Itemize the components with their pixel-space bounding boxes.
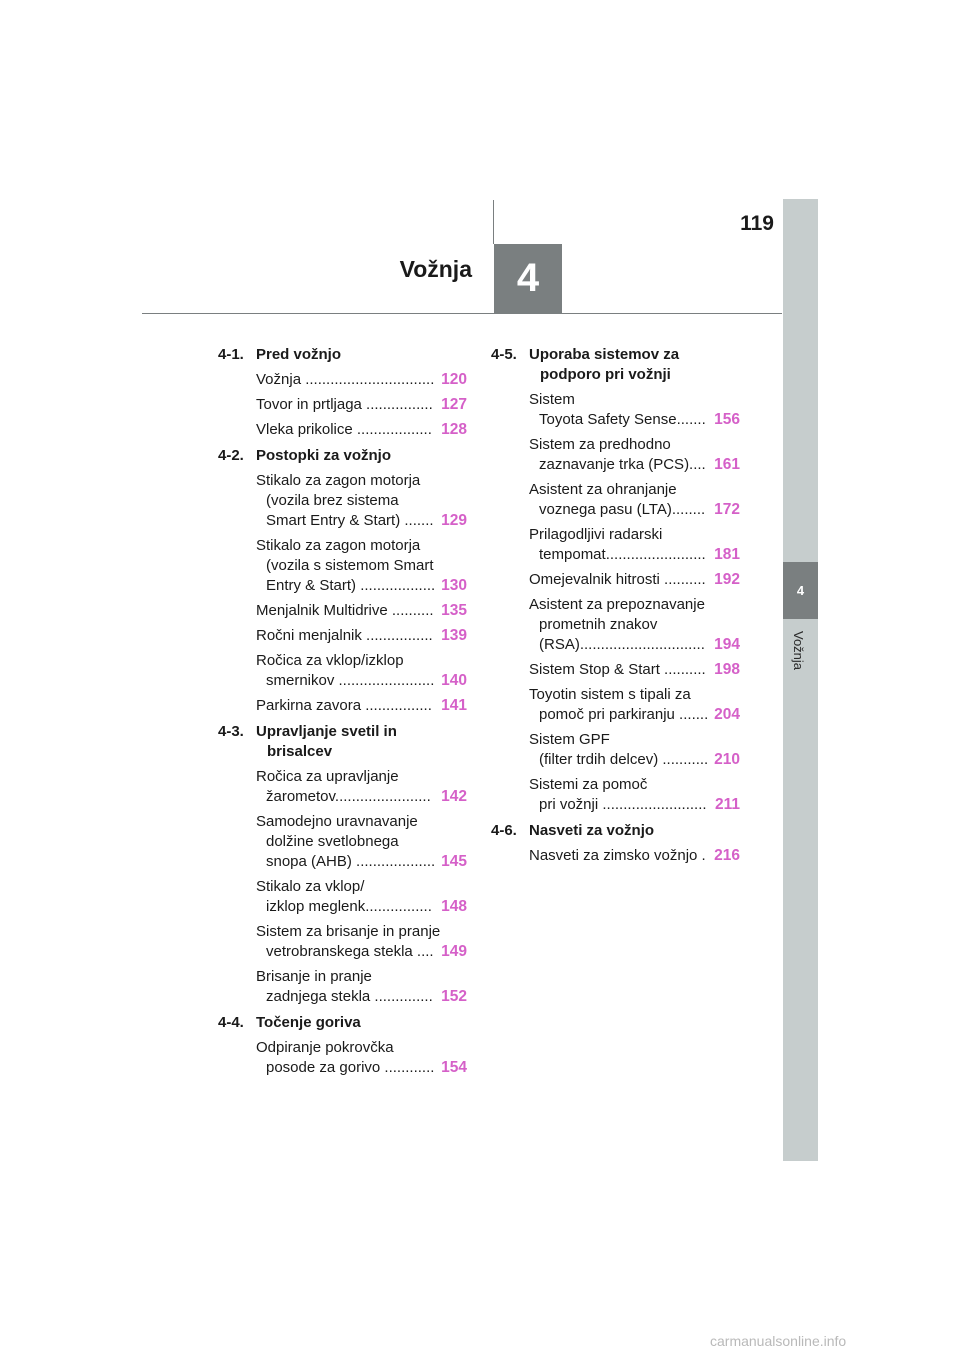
toc-entry[interactable] [529, 435, 740, 475]
toc-entry-text: Ročica za vklop/izklop smernikov ....................... [256, 652, 435, 689]
toc-entry-page-link[interactable]: 192 [714, 571, 740, 588]
toc-entry-text: Parkirna zavora ................ [256, 697, 432, 714]
toc-entry[interactable] [529, 525, 740, 565]
toc-entry-text: Vleka prikolice .................. [256, 421, 432, 438]
toc-section-heading [218, 1013, 467, 1038]
toc-entry[interactable] [256, 1038, 467, 1078]
toc-entry[interactable] [529, 846, 740, 866]
toc-entry-page-link[interactable]: 154 [441, 1059, 467, 1076]
toc-entry[interactable] [256, 601, 467, 621]
toc-entry[interactable] [256, 922, 467, 962]
toc-section [491, 345, 740, 815]
toc-entry-text: Odpiranje pokrovčka posode za gorivo ............ [256, 1039, 435, 1076]
toc-entry-page-link[interactable]: 128 [441, 421, 467, 438]
toc-entry-text: Nasveti za zimsko vožnjo . [529, 847, 706, 864]
toc-entry-page-link[interactable]: 135 [441, 602, 467, 619]
toc-entry[interactable] [529, 390, 740, 430]
header-vertical-rule [493, 200, 494, 244]
toc-entry-text: Tovor in prtljaga ................ [256, 396, 433, 413]
toc-section [218, 446, 467, 716]
toc-entry-page-link[interactable]: 142 [441, 788, 467, 805]
toc-entry-page-link[interactable]: 139 [441, 627, 467, 644]
toc-entry-text: Omejevalnik hitrosti .......... [529, 571, 706, 588]
toc-entry[interactable] [256, 471, 467, 531]
toc-section-heading [218, 345, 467, 370]
toc-entry[interactable] [256, 370, 467, 390]
toc-entry-page-link[interactable]: 145 [441, 853, 467, 870]
toc-section-heading [491, 821, 740, 846]
toc-section-number: 4-6. [491, 822, 517, 839]
toc-entry-text: Sistem Toyota Safety Sense....... [529, 391, 706, 428]
toc-entry-page-link[interactable]: 149 [441, 943, 467, 960]
toc-entry-text: Stikalo za vklop/ izklop meglenk................ [256, 878, 432, 915]
toc-entry[interactable] [256, 651, 467, 691]
toc-entry-page-link[interactable]: 140 [441, 672, 467, 689]
toc-section [491, 821, 740, 866]
toc-entry-page-link[interactable]: 210 [714, 751, 740, 768]
toc-entry-text: Ročica za upravljanje žarometov....................... [256, 768, 431, 805]
toc-entry-text: Samodejno uravnavanje dolžine svetlobnega snopa (AHB) ................... [256, 813, 436, 870]
toc-section-title: Postopki za vožnjo [256, 447, 392, 464]
toc-entry[interactable] [256, 696, 467, 716]
toc-section-title: Upravljanje svetil in brisalcev [256, 723, 397, 760]
toc-entry-text: Sistem Stop & Start .......... [529, 661, 706, 678]
toc-entry[interactable] [256, 536, 467, 596]
toc-entry[interactable] [529, 660, 740, 680]
toc-entry-text: Ročni menjalnik ................ [256, 627, 433, 644]
toc-column-left [218, 345, 467, 1084]
toc-entry[interactable] [256, 420, 467, 440]
toc-entry-page-link[interactable]: 211 [714, 796, 740, 813]
toc-entry-text: Asistent za prepoznavanje prometnih znakov (RSA).............................. [529, 596, 705, 653]
toc-entry-text: Brisanje in pranje zadnjega stekla .............. [256, 968, 433, 1005]
toc-entry[interactable] [256, 626, 467, 646]
toc-section-heading [491, 345, 740, 390]
toc-entry[interactable] [529, 685, 740, 725]
toc-entry[interactable] [529, 570, 740, 590]
toc-section-number: 4-5. [491, 346, 517, 363]
toc-section-title: Točenje goriva [256, 1014, 361, 1031]
toc-section-number: 4-4. [218, 1014, 244, 1031]
toc-entry-page-link[interactable]: 181 [714, 546, 740, 563]
toc-entry-page-link[interactable]: 156 [714, 411, 740, 428]
toc-entry[interactable] [256, 767, 467, 807]
toc-entry-page-link[interactable]: 172 [714, 501, 740, 518]
toc-entry[interactable] [256, 395, 467, 415]
chapter-title: Vožnja [399, 256, 472, 282]
header-horizontal-rule [142, 313, 782, 314]
toc-section-title: Pred vožnjo [256, 346, 342, 363]
toc-entry-page-link[interactable]: 148 [441, 898, 467, 915]
toc-entry-page-link[interactable]: 204 [714, 706, 740, 723]
toc-entry-page-link[interactable]: 129 [441, 512, 467, 529]
side-tab-number: 4 [783, 562, 818, 619]
toc-section-title: Uporaba sistemov za podporo pri vožnji [529, 346, 680, 383]
page-number: 119 [740, 212, 774, 235]
toc-entry[interactable] [256, 877, 467, 917]
toc-entry-text: Menjalnik Multidrive .......... [256, 602, 434, 619]
toc-column-right [491, 345, 740, 872]
toc-section [218, 1013, 467, 1078]
toc-section-title: Nasveti za vožnjo [529, 822, 655, 839]
toc-entry-page-link[interactable]: 198 [714, 661, 740, 678]
toc-entry-text: Toyotin sistem s tipali za pomoč pri parkiranju ....... [529, 686, 709, 723]
toc-entry-page-link[interactable]: 216 [714, 847, 740, 864]
toc-entry-text: Sistem za brisanje in pranje vetrobranskega stekla .... [256, 923, 441, 960]
toc-section-number: 4-2. [218, 447, 244, 464]
toc-entry-text: Stikalo za zagon motorja (vozila s sistemom Smart Entry & Start) .................. [256, 537, 436, 594]
toc-entry-text: Vožnja ............................... [256, 371, 435, 388]
toc-entry-page-link[interactable]: 120 [441, 371, 467, 388]
side-tab-label-text: Vožnja [791, 631, 806, 671]
toc-entry[interactable] [529, 730, 740, 770]
toc-entry[interactable] [529, 480, 740, 520]
toc-entry-page-link[interactable]: 127 [441, 396, 467, 413]
toc-entry-text: Prilagodljivi radarski tempomat........................ [529, 526, 706, 563]
toc-entry-page-link[interactable]: 141 [441, 697, 467, 714]
toc-entry-text: Asistent za ohranjanje voznega pasu (LTA)........ [529, 481, 706, 518]
toc-entry-page-link[interactable]: 194 [714, 636, 740, 653]
toc-section-number: 4-3. [218, 723, 244, 740]
toc-entry-page-link[interactable]: 161 [714, 456, 740, 473]
side-tab-label [786, 631, 816, 691]
toc-section-heading [218, 446, 467, 471]
chapter-number-box: 4 [494, 244, 562, 313]
watermark: carmanualsonline.info [710, 1333, 847, 1349]
toc-entry-text: Stikalo za zagon motorja (vozila brez sistema Smart Entry & Start) ....... [256, 472, 434, 529]
toc-entry-page-link[interactable]: 152 [441, 988, 467, 1005]
toc-section [218, 345, 467, 440]
toc-entry[interactable] [256, 812, 467, 872]
toc-entry[interactable] [256, 967, 467, 1007]
toc-entry-text: Sistemi za pomoč pri vožnji ......................... [529, 776, 707, 813]
toc-section [218, 722, 467, 1007]
toc-entry[interactable] [529, 595, 740, 655]
toc-entry-text: Sistem GPF (filter trdih delcev) ........... [529, 731, 709, 768]
toc-section-heading [218, 722, 467, 767]
toc-section-number: 4-1. [218, 346, 244, 363]
toc-entry-page-link[interactable]: 130 [441, 577, 467, 594]
toc-entry[interactable] [529, 775, 740, 815]
toc-entry-text: Sistem za predhodno zaznavanje trka (PCS).... [529, 436, 706, 473]
